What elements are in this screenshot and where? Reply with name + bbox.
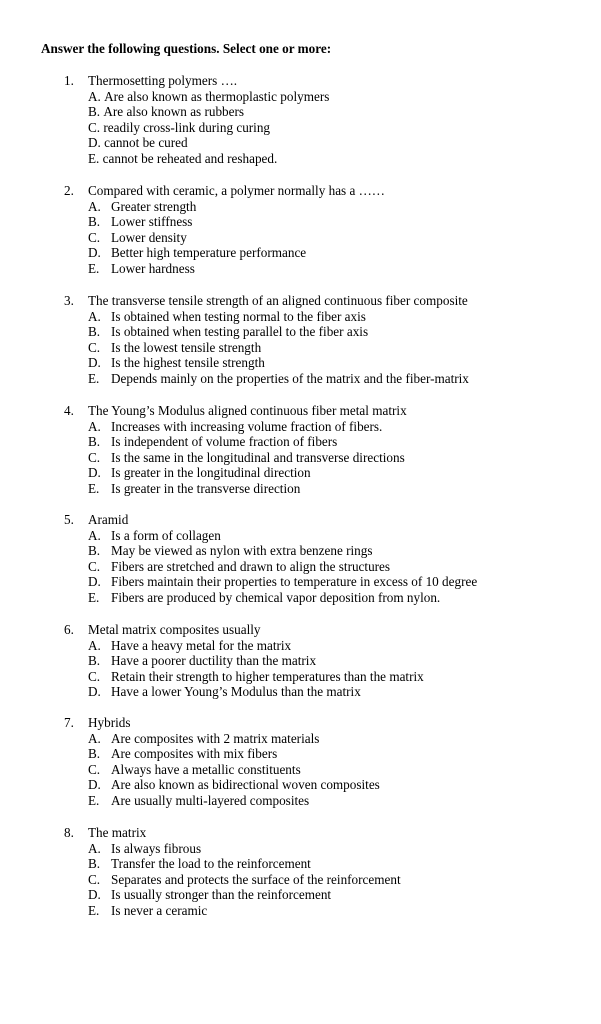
option-5c[interactable] — [88, 559, 477, 575]
option-letter: B. — [88, 856, 101, 872]
option-letter: D. — [88, 574, 101, 590]
option-letter: B. — [88, 746, 101, 762]
option-1d[interactable] — [88, 135, 329, 151]
option-8b[interactable] — [88, 856, 401, 872]
option-3e[interactable] — [88, 371, 469, 387]
option-letter: B. — [88, 214, 101, 230]
option-text: Is a form of collagen — [111, 527, 221, 543]
question-number: 7. — [64, 715, 74, 730]
option-text: Is greater in the transverse direction — [111, 480, 301, 496]
option-letter: D. — [88, 684, 101, 700]
option-2c[interactable] — [88, 230, 306, 246]
option-letter: A. — [88, 88, 101, 104]
option-text: readily cross-link during curing — [103, 119, 271, 135]
option-list — [88, 731, 380, 809]
option-text: Fibers are produced by chemical vapor deposition from nylon. — [111, 589, 441, 605]
option-4c[interactable] — [88, 450, 405, 466]
option-3d[interactable] — [88, 355, 469, 371]
option-text: Are also known as thermoplastic polymers — [104, 88, 330, 104]
option-4a[interactable] — [88, 419, 405, 435]
question-number: 4. — [64, 403, 74, 418]
option-text: Lower hardness — [111, 260, 195, 276]
option-1e[interactable] — [88, 151, 329, 167]
option-6a[interactable] — [88, 638, 424, 654]
question-number: 6. — [64, 622, 74, 637]
option-letter: C. — [88, 229, 101, 245]
option-text: Is the lowest tensile strength — [111, 339, 262, 355]
option-text: Is obtained when testing normal to the fiber axis — [111, 308, 366, 324]
option-4b[interactable] — [88, 434, 405, 450]
option-text: May be viewed as nylon with extra benzene rings — [111, 543, 373, 559]
option-5e[interactable] — [88, 590, 477, 606]
question-number: 1. — [64, 73, 74, 88]
option-letter: D. — [88, 355, 101, 371]
option-text: cannot be cured — [104, 135, 188, 151]
option-1c[interactable] — [88, 120, 329, 136]
option-letter: D. — [88, 465, 101, 481]
option-letter: A. — [88, 730, 101, 746]
option-letter: A. — [88, 418, 101, 434]
option-8c[interactable] — [88, 872, 401, 888]
option-letter: D. — [88, 245, 101, 261]
option-letter: A. — [88, 637, 101, 653]
option-list — [88, 841, 401, 919]
option-text: Is the same in the longitudinal and transverse directions — [111, 449, 405, 465]
option-text: Are composites with 2 matrix materials — [111, 730, 320, 746]
option-letter: A. — [88, 198, 101, 214]
question-number: 5. — [64, 512, 74, 527]
option-4e[interactable] — [88, 481, 405, 497]
option-2d[interactable] — [88, 245, 306, 261]
option-7b[interactable] — [88, 746, 380, 762]
option-list — [88, 419, 405, 497]
option-letter: E. — [88, 370, 100, 386]
option-6d[interactable] — [88, 684, 424, 700]
option-3c[interactable] — [88, 340, 469, 356]
option-5a[interactable] — [88, 528, 477, 544]
option-letter: C. — [88, 871, 101, 887]
option-letter: E. — [88, 150, 100, 166]
option-text: Lower stiffness — [111, 214, 193, 230]
option-text: Better high temperature performance — [111, 245, 307, 261]
option-letter: B. — [88, 324, 101, 340]
option-letter: A. — [88, 308, 101, 324]
option-text: Is always fibrous — [111, 840, 202, 856]
question-text: Compared with ceramic, a polymer normally has a …… — [88, 183, 385, 198]
option-letter: C. — [88, 558, 101, 574]
option-text: Are also known as rubbers — [103, 104, 245, 120]
option-letter: C. — [88, 449, 101, 465]
option-1b[interactable] — [88, 104, 329, 120]
question-text: Aramid — [88, 512, 129, 527]
option-text: Have a lower Young’s Modulus than the matrix — [111, 684, 361, 700]
option-6b[interactable] — [88, 653, 424, 669]
option-text: Always have a metallic constituents — [111, 761, 301, 777]
option-text: Are usually multi-layered composites — [111, 792, 310, 808]
option-7e[interactable] — [88, 793, 380, 809]
option-letter: B. — [88, 434, 101, 450]
option-text: Lower density — [111, 229, 187, 245]
option-list — [88, 638, 424, 700]
option-text: Have a poorer ductility than the matrix — [111, 653, 317, 669]
option-text: Depends mainly on the properties of the matrix and the fiber-matrix — [111, 370, 469, 386]
question-number: 8. — [64, 825, 74, 840]
option-text: Is usually stronger than the reinforcement — [111, 887, 332, 903]
option-text: Is the highest tensile strength — [111, 355, 265, 371]
option-letter: C. — [88, 339, 101, 355]
option-letter: D. — [88, 777, 101, 793]
question-text: Hybrids — [88, 715, 131, 730]
option-5d[interactable] — [88, 574, 477, 590]
option-text: cannot be reheated and reshaped. — [102, 150, 278, 166]
option-2e[interactable] — [88, 261, 306, 277]
question-number: 3. — [64, 293, 74, 308]
option-text: Have a heavy metal for the matrix — [111, 637, 292, 653]
option-letter: A. — [88, 840, 101, 856]
option-8a[interactable] — [88, 841, 401, 857]
option-2b[interactable] — [88, 214, 306, 230]
option-letter: D. — [88, 135, 101, 151]
option-list — [88, 528, 477, 606]
option-7a[interactable] — [88, 731, 380, 747]
option-4d[interactable] — [88, 465, 405, 481]
option-letter: A. — [88, 527, 101, 543]
option-letter: E. — [88, 589, 100, 605]
option-8d[interactable] — [88, 887, 401, 903]
question-text: Thermosetting polymers …. — [88, 73, 238, 88]
option-7c[interactable] — [88, 762, 380, 778]
option-text: Is never a ceramic — [111, 902, 208, 918]
option-1a[interactable] — [88, 89, 329, 105]
instructions-heading: Answer the following questions. Select one or more: — [41, 41, 332, 56]
option-3a[interactable] — [88, 309, 469, 325]
option-text: Fibers are stretched and drawn to align the structures — [111, 558, 391, 574]
option-8e[interactable] — [88, 903, 401, 919]
option-text: Increases with increasing volume fraction of fibers. — [111, 418, 383, 434]
option-list — [88, 309, 469, 387]
option-text: Greater strength — [111, 198, 197, 214]
option-3b[interactable] — [88, 324, 469, 340]
option-letter: C. — [88, 119, 101, 135]
option-letter: C. — [88, 668, 101, 684]
option-letter: B. — [88, 104, 101, 120]
option-letter: B. — [88, 543, 101, 559]
option-text: Transfer the load to the reinforcement — [111, 856, 311, 872]
option-letter: E. — [88, 902, 100, 918]
option-2a[interactable] — [88, 199, 306, 215]
option-list — [88, 199, 306, 277]
question-text: The transverse tensile strength of an aligned continuous fiber composite — [88, 293, 468, 308]
option-letter: B. — [88, 653, 101, 669]
option-list — [88, 89, 329, 167]
option-letter: E. — [88, 480, 100, 496]
question-text: The matrix — [88, 825, 147, 840]
option-text: Are also known as bidirectional woven composites — [111, 777, 380, 793]
option-text: Is greater in the longitudinal direction — [111, 465, 311, 481]
option-6c[interactable] — [88, 669, 424, 685]
option-text: Separates and protects the surface of the reinforcement — [111, 871, 401, 887]
option-text: Is obtained when testing parallel to the fiber axis — [111, 324, 369, 340]
option-5b[interactable] — [88, 543, 477, 559]
option-text: Fibers maintain their properties to temperature in excess of 10 degree — [111, 574, 478, 590]
question-number: 2. — [64, 183, 74, 198]
option-text: Retain their strength to higher temperatures than the matrix — [111, 668, 424, 684]
option-text: Are composites with mix fibers — [111, 746, 278, 762]
option-letter: E. — [88, 260, 100, 276]
option-letter: E. — [88, 792, 100, 808]
option-letter: C. — [88, 761, 101, 777]
question-text: Metal matrix composites usually — [88, 622, 261, 637]
option-text: Is independent of volume fraction of fibers — [111, 434, 338, 450]
option-7d[interactable] — [88, 777, 380, 793]
option-letter: D. — [88, 887, 101, 903]
question-text: The Young’s Modulus aligned continuous fiber metal matrix — [88, 403, 407, 418]
